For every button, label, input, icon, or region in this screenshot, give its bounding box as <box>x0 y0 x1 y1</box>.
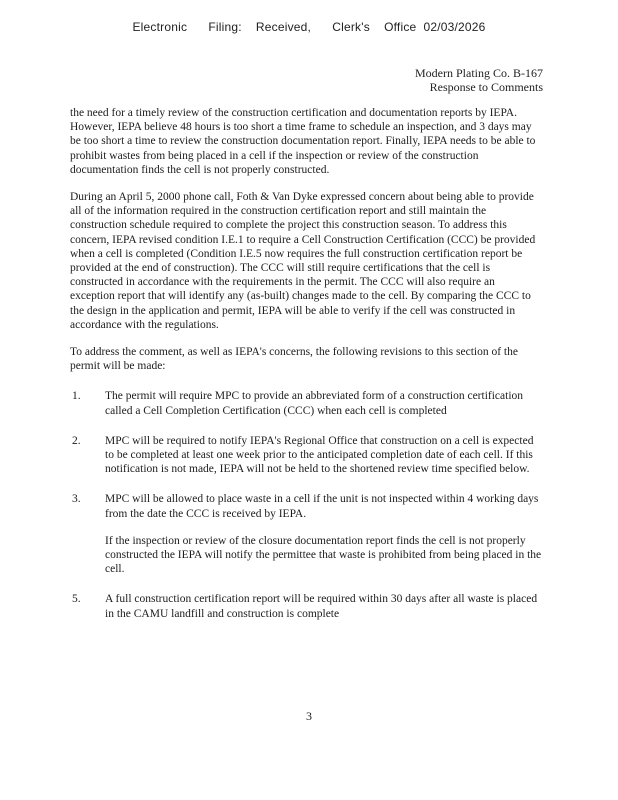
list-item <box>70 389 542 417</box>
paragraph: To address the comment, as well as IEPA's concerns, the following revisions to this section of the permit will be made: <box>70 346 518 373</box>
list-item-text: The permit will require MPC to provide an abbreviated form of a construction certification called a Cell Completion Certification (CCC) when each cell is completed <box>105 390 524 417</box>
list-item <box>70 592 542 620</box>
revision-list <box>70 389 542 620</box>
list-item-text: MPC will be allowed to place waste in a cell if the unit is not inspected within 4 working days from the date the CCC is received by IEPA. <box>105 493 539 520</box>
document-subtitle: Response to Comments <box>429 80 543 94</box>
company-reference: Modern Plating Co. B-167 <box>415 66 543 80</box>
list-item <box>70 434 542 477</box>
list-item-subtext: If the inspection or review of the closure documentation report finds the cell is not properly constructed the IEPA will notify the permittee that waste is prohibited from being placed in the cell. <box>105 534 542 576</box>
filing-stamp: Electronic Filing: Received, Clerk's Office 02/03/2026 <box>132 20 486 34</box>
document-body <box>70 106 542 637</box>
list-item-number: 1. <box>72 390 81 403</box>
list-item <box>70 492 542 576</box>
list-item-number: 5. <box>72 593 81 606</box>
list-item-number: 3. <box>72 493 81 506</box>
paragraph: During an April 5, 2000 phone call, Foth & Van Dyke expressed concern about being able to provide all of the information required in the construction certification report and still maintain the construction schedule required to complete the project this construction season. To address this concern, IEPA revised condition I.E.1 to require a Cell Construction Certification (CCC) be provided when a cell is completed (Condition I.E.5 now requires the full construction certification report be provided at the end of construction). The CCC will still require certifications that the cell is constructed in accordance with the requirements in the permit. The CCC will also require an exception report that will identify any (as-built) changes made to the cell. By comparing the CCC to the design in the application and permit, IEPA will be able to verify if the cell was constructed in accordance with the regulations. <box>70 191 536 331</box>
list-item-number: 2. <box>72 434 81 447</box>
list-item-text: MPC will be required to notify IEPA's Regional Office that construction on a cell is expected to be completed at least one week prior to the anticipated completion date of each cell. If this notification is not made, IEPA will not be held to the shortened review time specified below. <box>105 434 534 476</box>
document-header <box>415 66 543 94</box>
paragraph: the need for a timely review of the construction certification and documentation reports by IEPA. However, IEPA believe 48 hours is too short a time frame to schedule an inspection, and 3 days may be too short a time to review the construction documentation report. Finally, IEPA needs to be able to prohibit wastes from being placed in a cell if the inspection or review of the construction documentation finds the cell is not properly constructed. <box>70 107 536 176</box>
page-number: 3 <box>306 709 312 723</box>
list-item-text: A full construction certification report will be required within 30 days after all waste is placed in the CAMU landfill and construction is complete <box>105 593 538 620</box>
